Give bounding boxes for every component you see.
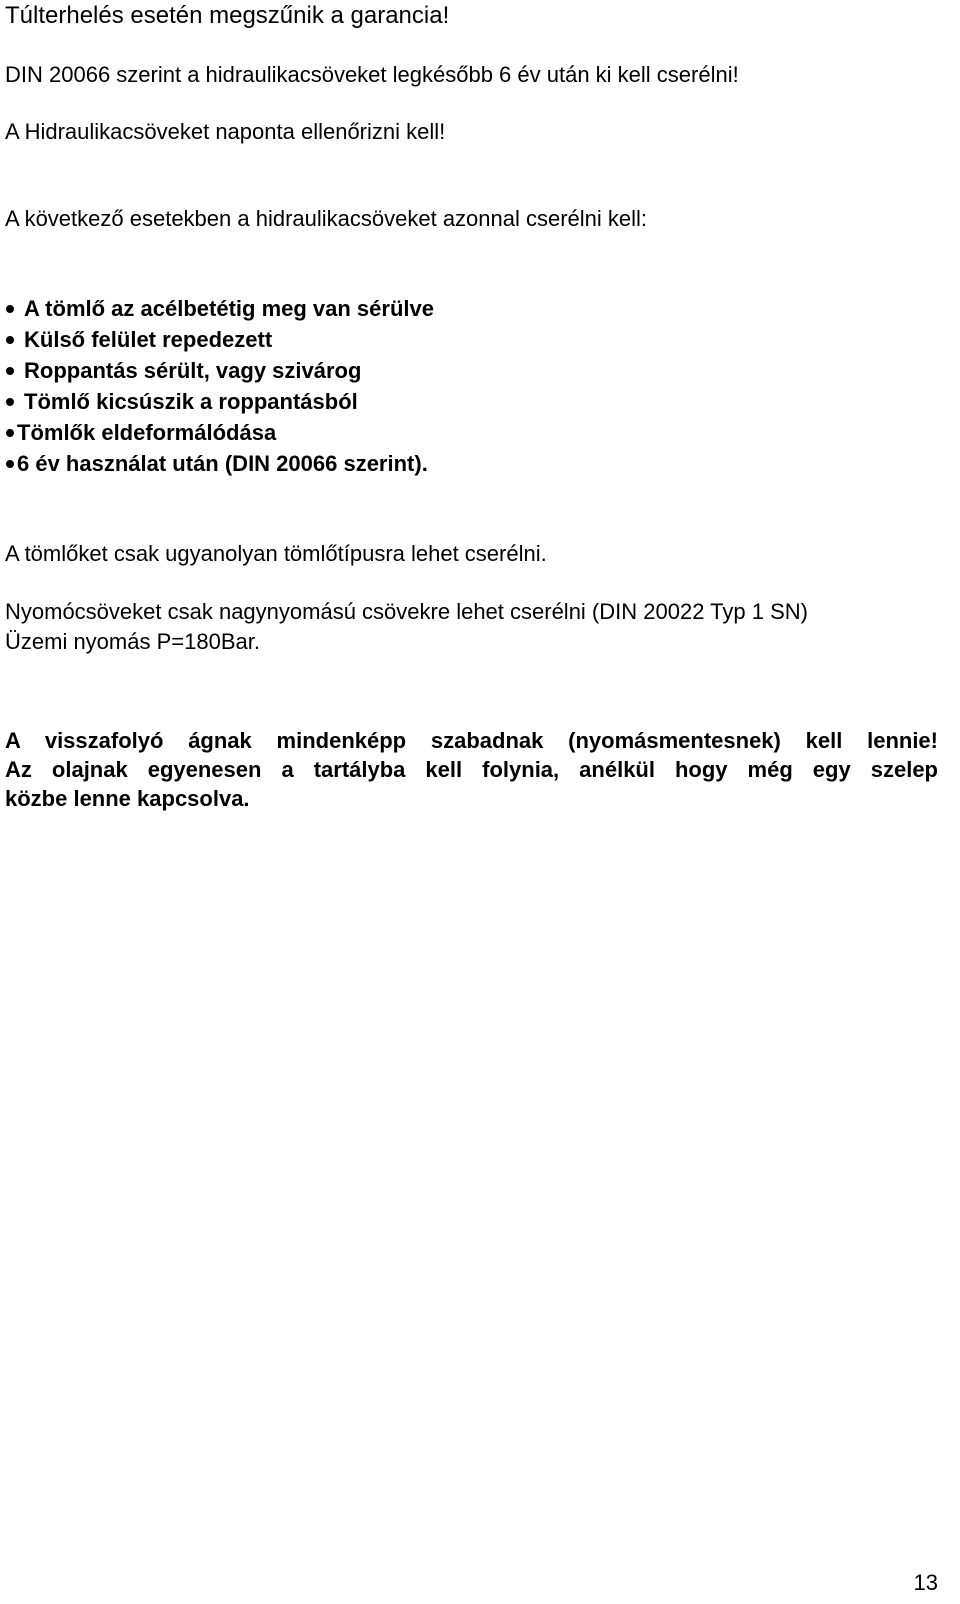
return-flow-line-2: Az olajnak egyenesen a tartályba kell folynia, anélkül hogy még egy szelep — [5, 757, 938, 782]
page-number: 13 — [913, 1570, 938, 1595]
din-replacement-rule: DIN 20066 szerint a hidraulikacsöveket legkésőbb 6 év után ki kell cserélni! — [5, 62, 739, 87]
bullet-icon — [6, 367, 14, 375]
return-flow-line-3: közbe lenne kapcsolva. — [5, 786, 250, 811]
return-flow-line-1: A visszafolyó ágnak mindenképp szabadnak (nyomásmentesnek) kell lennie! — [5, 728, 938, 753]
bullet-icon — [6, 336, 14, 344]
list-item-text: Külső felület repedezett — [24, 327, 273, 352]
pressure-hose-rule: Nyomócsöveket csak nagynyomású csövekre lehet cserélni (DIN 20022 Typ 1 SN) — [5, 599, 808, 624]
same-type-note: A tömlőket csak ugyanolyan tömlőtípusra lehet cserélni. — [5, 541, 547, 566]
replacement-cases-list — [5, 293, 434, 479]
return-flow-warning — [5, 726, 938, 813]
bullet-icon — [6, 305, 14, 313]
warranty-warning-title: Túlterhelés esetén megszűnik a garancia! — [5, 2, 450, 29]
list-item-text: Tömlők eldeformálódása — [17, 420, 277, 445]
list-item-text: Roppantás sérült, vagy szivárog — [24, 358, 362, 383]
daily-check-note: A Hidraulikacsöveket naponta ellenőrizni kell! — [5, 119, 446, 144]
list-item — [5, 355, 434, 386]
list-item-text: Tömlő kicsúszik a roppantásból — [24, 389, 358, 414]
list-item — [5, 417, 434, 448]
list-item — [5, 324, 434, 355]
list-item-text: A tömlő az acélbetétig meg van sérülve — [24, 296, 434, 321]
list-item — [5, 386, 434, 417]
list-item — [5, 448, 434, 479]
bullet-icon — [6, 460, 14, 468]
bullet-icon — [6, 398, 14, 406]
replacement-cases-intro: A következő esetekben a hidraulikacsöveket azonnal cserélni kell: — [5, 206, 648, 231]
list-item — [5, 293, 434, 324]
bullet-icon — [6, 429, 14, 437]
operating-pressure: Üzemi nyomás P=180Bar. — [5, 629, 260, 654]
list-item-text: 6 év használat után (DIN 20066 szerint). — [17, 451, 428, 476]
